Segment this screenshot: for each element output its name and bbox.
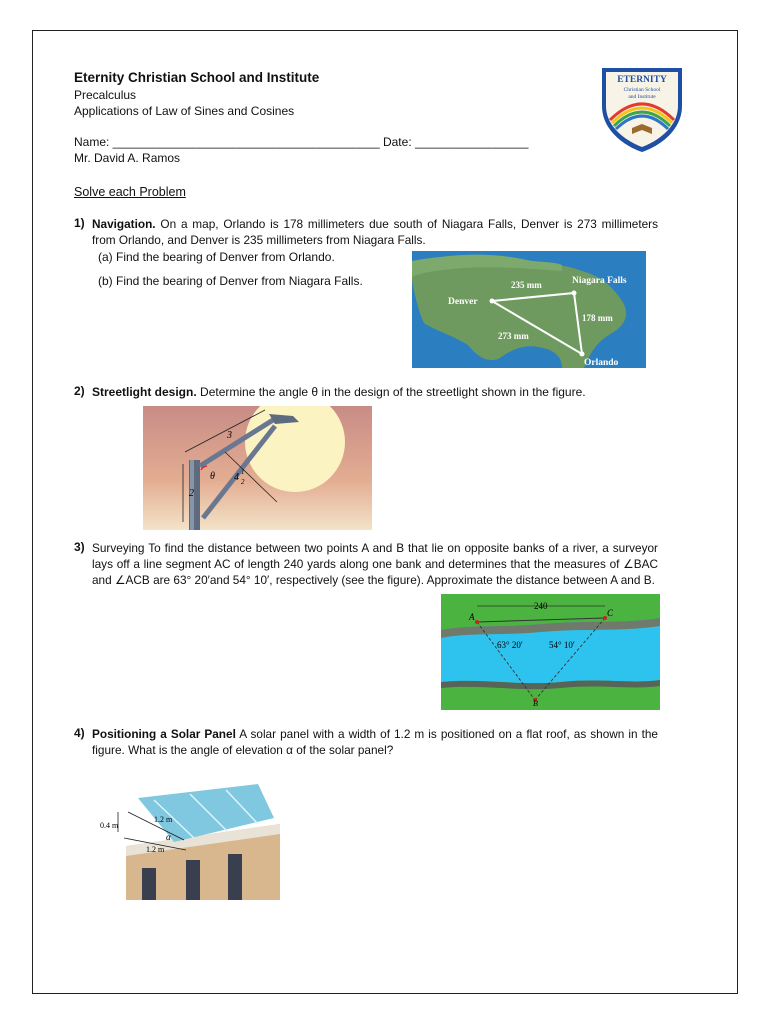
map-label-denver: Denver xyxy=(448,297,478,307)
problem-1-text xyxy=(92,216,658,248)
map-label-niagara: Niagara Falls xyxy=(572,276,627,286)
problem-1-body: On a map, Orlando is 178 millimeters due south of Niagara Falls, Denver is 273 millimeters from Orlando, and Denver is 235 millimeters from Niagara Falls. xyxy=(92,217,658,247)
river-label-240: 240 xyxy=(534,601,548,611)
problem-3-number: 3) xyxy=(74,540,85,554)
problem-2-title: Streetlight design. xyxy=(92,385,197,399)
school-logo xyxy=(596,62,688,154)
solar-label-height: 0.4 m xyxy=(100,821,119,830)
river-label-b: B xyxy=(533,699,538,708)
river-label-a: A xyxy=(469,612,475,622)
problem-3-title: Surveying xyxy=(92,541,145,555)
river-label-angle-c: 54° 10′ xyxy=(549,640,575,650)
map-label-orlando: Orlando xyxy=(584,358,619,368)
problem-3-body: To find the distance between two points A and B that lie on opposite banks of a river, a surveyor lays off a line segment AC of length 240 yards along one bank and determines that the measures of ∠BAC and ∠ACB are 63° 20′and 54° 10′, respectively (see the figure). Approximate the distance between A and B. xyxy=(92,541,658,587)
solar-panel-figure xyxy=(98,778,280,900)
navigation-map-figure xyxy=(412,251,646,368)
solar-label-base: 1.2 m xyxy=(146,845,165,854)
logo-line2: and Institute xyxy=(628,94,656,100)
river-label-c: C xyxy=(607,608,614,618)
problem-2-text xyxy=(92,384,586,400)
topic: Applications of Law of Sines and Cosines xyxy=(74,104,295,118)
problem-1-part-b: (b) Find the bearing of Denver from Niagara Falls. xyxy=(98,274,363,288)
problem-2-number: 2) xyxy=(74,384,85,398)
streetlight-label-half-num: 1 xyxy=(241,468,245,476)
school-name: Eternity Christian School and Institute xyxy=(74,70,320,85)
solar-label-alpha: α xyxy=(166,832,171,842)
logo-word: ETERNITY xyxy=(617,75,667,85)
problem-4-body: A solar panel with a width of 1.2 m is positioned on a flat roof, as shown in the figure. What is the angle of elevation α of the solar panel? xyxy=(92,727,658,757)
name-date-line: Name: ________________________________________ Date: _________________ xyxy=(74,135,529,149)
streetlight-label-4: 4 xyxy=(234,472,239,483)
problem-2-body: Determine the angle θ in the design of the streetlight shown in the figure. xyxy=(200,385,586,399)
solar-label-panel-width: 1.2 m xyxy=(154,815,173,824)
problem-4-number: 4) xyxy=(74,726,85,740)
problem-4-title: Positioning a Solar Panel xyxy=(92,727,236,741)
map-distance-178: 178 mm xyxy=(582,313,613,323)
streetlight-label-theta: θ xyxy=(210,471,215,482)
logo-line1: Christian School xyxy=(623,87,661,93)
section-title: Solve each Problem xyxy=(74,185,186,199)
problem-1-title: Navigation. xyxy=(92,217,156,231)
streetlight-label-3: 3 xyxy=(227,430,232,441)
streetlight-label-half-den: 2 xyxy=(241,478,245,486)
map-distance-273: 273 mm xyxy=(498,331,529,341)
problem-1-number: 1) xyxy=(74,216,85,230)
subject: Precalculus xyxy=(74,88,137,102)
teacher-name: Mr. David A. Ramos xyxy=(74,151,181,165)
problem-1-part-a: (a) Find the bearing of Denver from Orlando. xyxy=(98,250,335,264)
map-distance-235: 235 mm xyxy=(511,280,542,290)
problem-4-text xyxy=(92,726,658,758)
problem-3-text xyxy=(92,540,658,588)
river-label-angle-a: 63° 20′ xyxy=(497,640,523,650)
streetlight-figure xyxy=(143,406,372,530)
river-survey-figure xyxy=(441,594,660,710)
streetlight-label-2: 2 xyxy=(189,488,194,499)
